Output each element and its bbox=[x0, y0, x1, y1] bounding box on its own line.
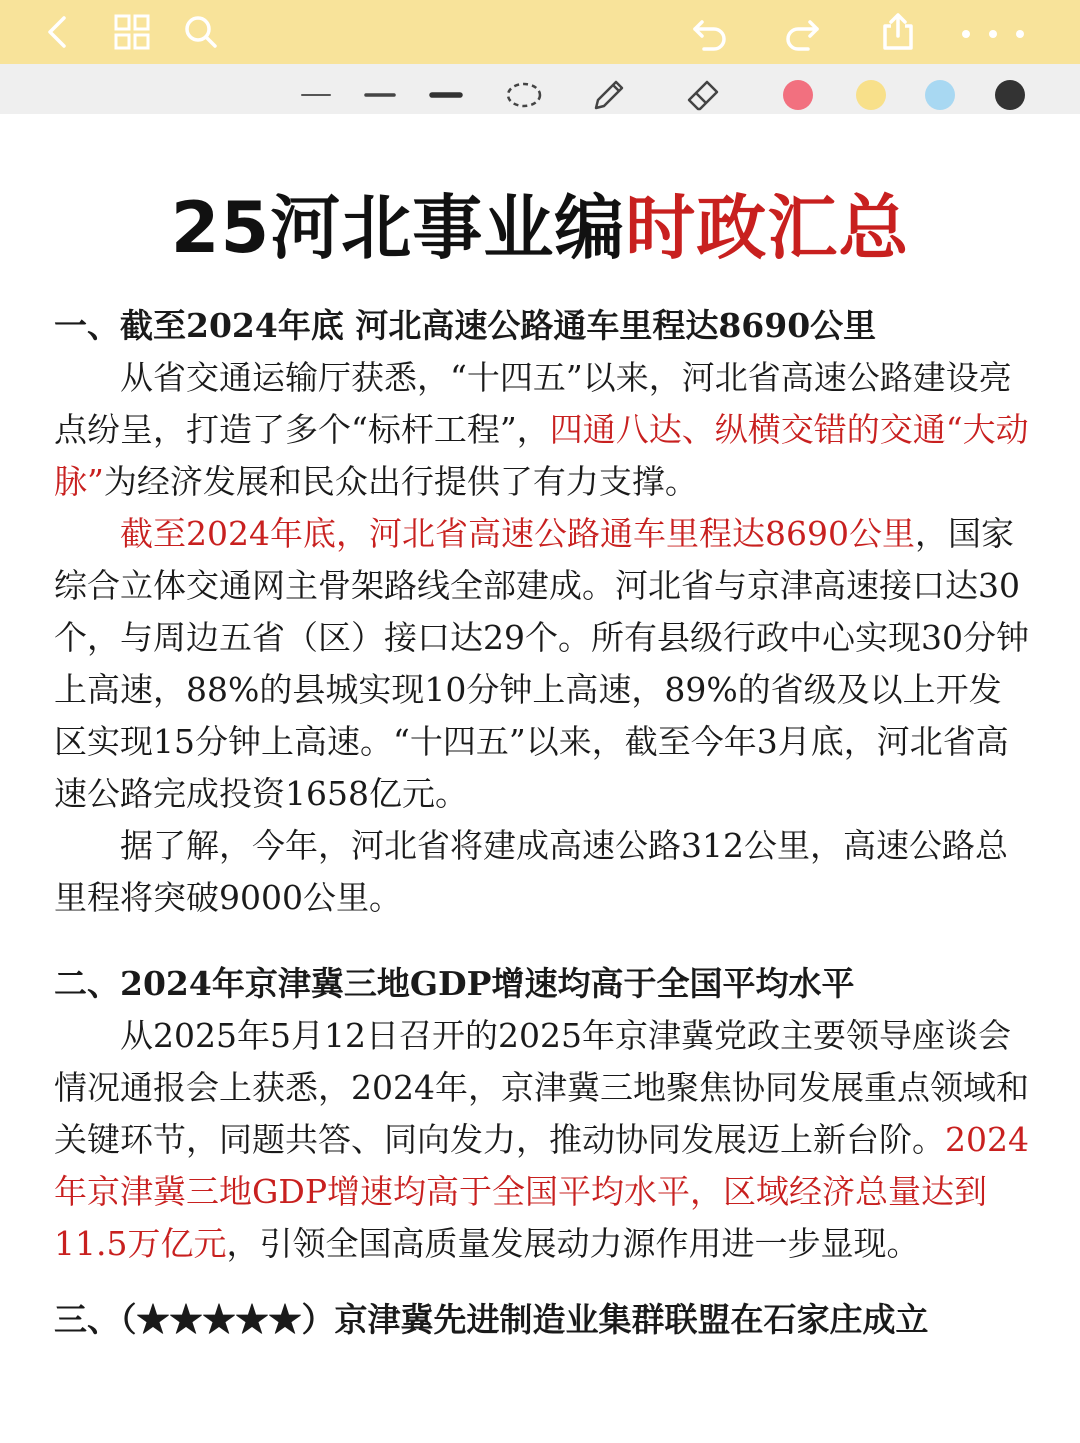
document-body bbox=[54, 300, 1034, 1346]
color-swatch-yellow[interactable] bbox=[856, 80, 886, 110]
highlight-span: 2024年京津冀三地GDP增速均高于全国平均水平，区域经济总量达到11.5万亿元 bbox=[54, 1120, 1029, 1263]
title-part-red: 时政汇总 bbox=[625, 187, 910, 269]
redo-icon[interactable] bbox=[782, 12, 822, 52]
text-span: ，引领全国高质量发展动力源作用进一步显现。 bbox=[226, 1224, 920, 1263]
pen-thick-icon[interactable] bbox=[422, 76, 470, 114]
spacer bbox=[54, 1270, 1034, 1294]
chevron-left-icon[interactable] bbox=[38, 12, 78, 52]
color-swatch-black[interactable] bbox=[995, 80, 1025, 110]
highlight-span: 四通八达、纵横交错的交通“大动脉” bbox=[54, 410, 1029, 501]
lasso-icon[interactable] bbox=[500, 76, 548, 114]
pen-medium-icon[interactable] bbox=[356, 76, 404, 114]
search-icon[interactable] bbox=[180, 12, 220, 52]
text-span: 为经济发展和民众出行提供了有力支撑。 bbox=[103, 462, 698, 501]
text-span: 从省交通运输厅获悉，“十四五”以来，河北省高速公路建设亮点纷呈，打造了多个“标杆工程”， bbox=[54, 358, 1012, 449]
color-swatch-pink[interactable] bbox=[783, 80, 813, 110]
section-2-paragraph-1 bbox=[54, 1010, 1034, 1270]
spacer bbox=[54, 924, 1034, 958]
more-icon[interactable] bbox=[958, 12, 1028, 52]
grid-icon[interactable] bbox=[112, 12, 152, 52]
section-3-heading: 三、（★★★★★）京津冀先进制造业集群联盟在石家庄成立 bbox=[54, 1300, 929, 1339]
text-span: 从2025年5月12日召开的2025年京津冀党政主要领导座谈会情况通报会上获悉，2024年，京津冀三地聚焦协同发展重点领域和关键环节，同题共答、同向发力，推动协同发展迈上新台阶。 bbox=[54, 1016, 1029, 1159]
section-1-paragraph-2 bbox=[54, 508, 1034, 820]
page-title bbox=[0, 172, 1080, 273]
title-part-black: 25河北事业编 bbox=[170, 187, 626, 269]
section-1-paragraph-3: 据了解，今年，河北省将建成高速公路312公里，高速公路总里程将突破9000公里。 bbox=[54, 826, 1008, 917]
top-bar bbox=[0, 0, 1080, 64]
pen-thin-icon[interactable] bbox=[292, 76, 340, 114]
section-1-heading: 一、截至2024年底 河北高速公路通车里程达8690公里 bbox=[54, 306, 877, 345]
eraser-icon[interactable] bbox=[680, 76, 728, 114]
text-span: ，国家综合立体交通网主骨架路线全部建成。河北省与京津高速接口达30个，与周边五省（区）接口达29个。所有县级行政中心实现30分钟上高速，88%的县城实现10分钟上高速，89%的省级及以上开发区实现15分钟上高速。“十四五”以来，截至今年3月底，河北省高速公路完成投资1658亿元。 bbox=[54, 514, 1029, 813]
pencil-icon[interactable] bbox=[584, 76, 632, 114]
share-icon[interactable] bbox=[878, 12, 918, 52]
color-swatch-blue[interactable] bbox=[925, 80, 955, 110]
undo-icon[interactable] bbox=[690, 12, 730, 52]
section-2-heading: 二、2024年京津冀三地GDP增速均高于全国平均水平 bbox=[54, 964, 855, 1003]
highlight-span: 截至2024年底，河北省高速公路通车里程达8690公里 bbox=[120, 514, 915, 553]
section-1-paragraph-1 bbox=[54, 352, 1034, 508]
